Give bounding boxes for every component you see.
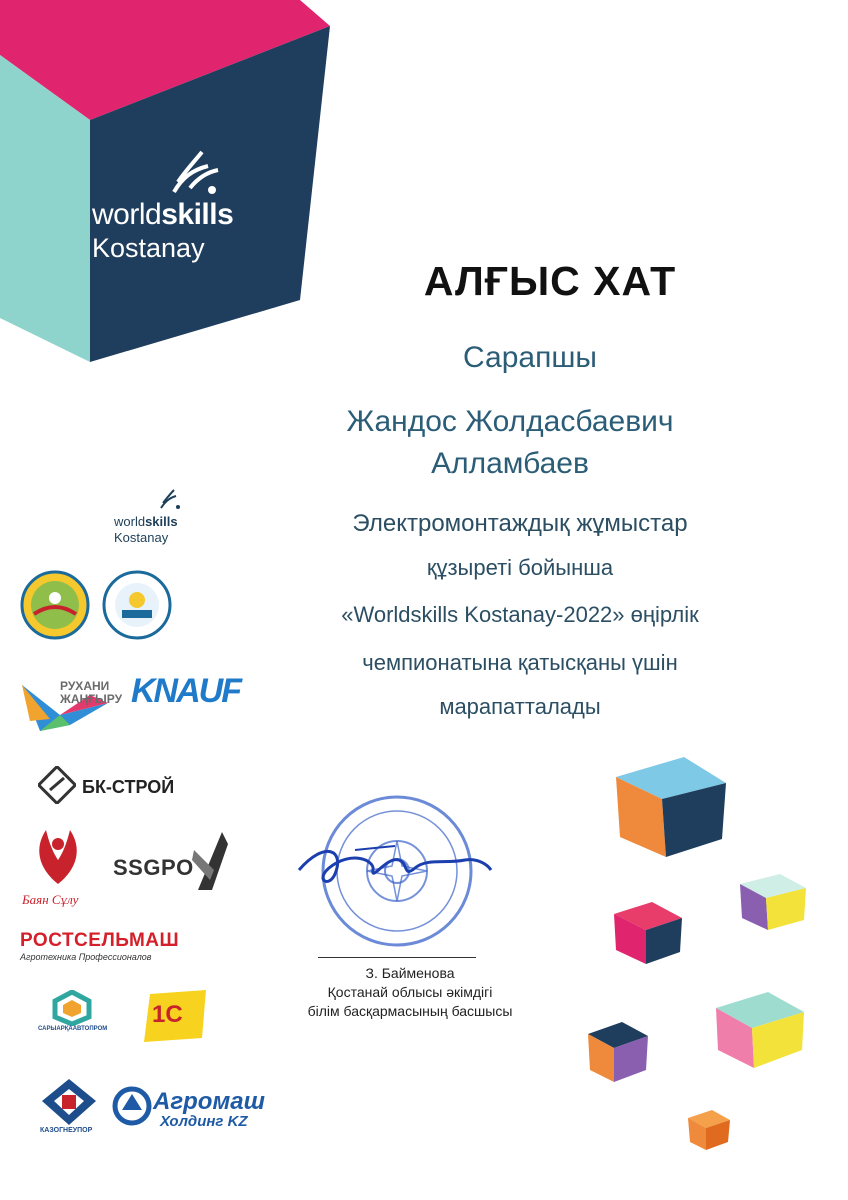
worldskills-mark-icon <box>168 148 220 198</box>
award-text-line: марапатталады <box>439 694 601 719</box>
signatory-position-line1: Қостанай облысы әкімдігі <box>327 984 493 1000</box>
bayan-sulu-logo-icon <box>28 820 88 888</box>
signatory-name: З. Байменова <box>365 965 455 981</box>
education-department-emblem-icon <box>102 570 172 640</box>
award-text-line: Электромонтаждық жұмыстар <box>352 510 688 537</box>
certificate-title: АЛҒЫС ХАТ <box>423 258 677 304</box>
award-text-line: «Worldskills Kostanay-2022» өңірлік <box>341 602 699 627</box>
recipient-role: Сарапшы <box>463 341 597 374</box>
decorative-cube-purple <box>586 1020 650 1084</box>
sponsor-kazogneupor: КАЗОГНЕУПОР <box>40 1127 93 1134</box>
sponsor-worldskills-logo: worldskills Kostanay <box>114 488 194 550</box>
sponsor-bayan-sulu: Баян Сұлу <box>22 892 79 907</box>
ruhani-zhangyru-text: РУХАНИ ЖАҢҒЫРУ <box>60 679 123 706</box>
saryarka-avtoprom-logo-icon <box>52 990 92 1026</box>
decorative-cube-orange <box>686 1108 732 1152</box>
regional-emblem-icon <box>20 570 90 640</box>
award-text-line: құзыреті бойынша <box>426 555 614 580</box>
decorative-cube-large <box>612 755 730 860</box>
sponsor-knauf: KNAUF <box>131 672 240 710</box>
sponsor-1c: 1С <box>152 1001 183 1028</box>
signature-line <box>318 957 476 958</box>
signatory-position-line2: білім басқармасының басшысы <box>307 1003 513 1019</box>
award-text-line: чемпионатына қатысқаны үшін <box>362 650 678 675</box>
recipient-name-line2: Алламбаев <box>431 447 589 480</box>
decorative-cube-yellow <box>738 872 808 932</box>
handwritten-signature-icon <box>295 830 495 900</box>
sponsor-agromash-holding: Холдинг KZ <box>160 1113 248 1130</box>
sponsor-rostselmash: РОСТСЕЛЬМАШ <box>20 930 180 951</box>
rostselmash-tagline: Агротехника Профессионалов <box>20 952 152 962</box>
decorative-cube-green <box>714 990 806 1070</box>
bk-stroy-logo-icon <box>38 766 76 804</box>
agromash-logo-icon <box>112 1086 152 1126</box>
header-logo-wordmark: worldskills <box>92 198 234 231</box>
sponsor-saryarka-avtoprom: САРЫАРҚААВТОПРОМ <box>38 1026 108 1032</box>
kazogneupor-logo-icon <box>40 1077 98 1127</box>
worldskills-mark-icon <box>158 488 182 512</box>
header-logo-city: Kostanay <box>92 233 205 263</box>
sponsor-ssgpo: SSGPO <box>113 855 194 880</box>
ssgpo-logo-icon <box>192 830 232 892</box>
decorative-cube-pink <box>612 900 684 966</box>
recipient-name-line1: Жандос Жолдасбаевич <box>346 405 674 438</box>
sponsor-agromash: Агромаш <box>153 1088 265 1115</box>
sponsor-bk-stroy: БК-СТРОЙ <box>82 777 175 797</box>
